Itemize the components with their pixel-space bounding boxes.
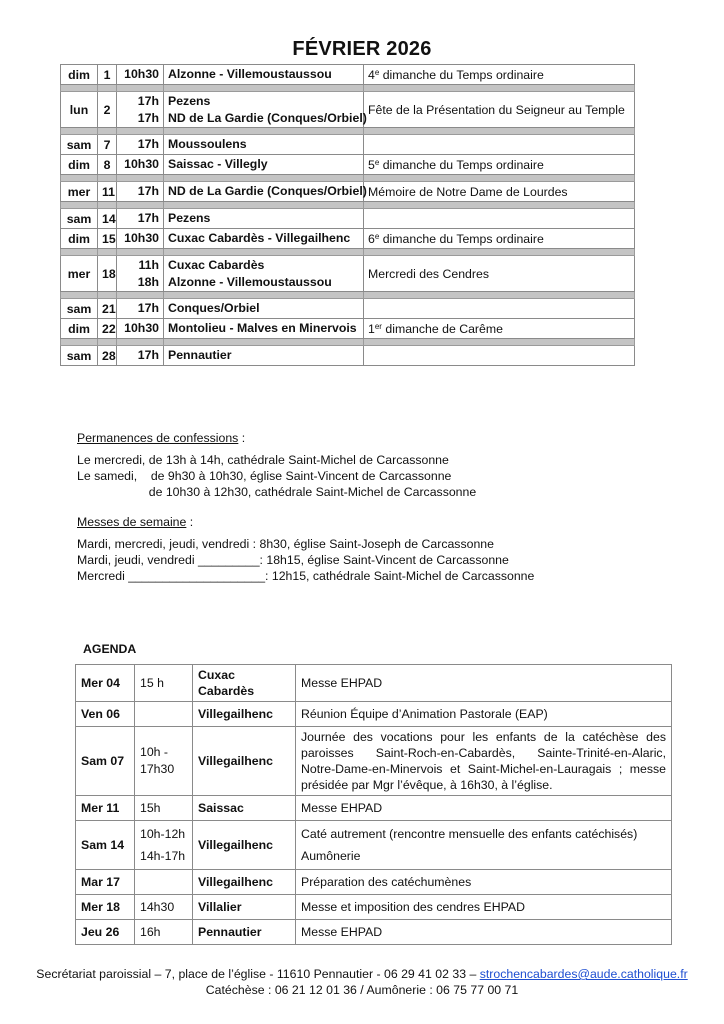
agenda-time-cell: 10h - 17h30 — [135, 727, 193, 796]
weekday-mass-line: Mardi, mercredi, jeudi, vendredi : 8h30, église Saint-Joseph de Carcassonne — [77, 537, 494, 551]
time-cell: 17h — [117, 209, 164, 229]
agenda-table — [75, 664, 672, 945]
time-cell: 17h — [117, 182, 164, 202]
footer-phones-line: Catéchèse : 06 21 12 01 36 / Aumônerie : 06 75 77 00 71 — [205, 983, 519, 997]
day-cell: dim — [61, 229, 98, 249]
agenda-date-cell: Ven 06 — [76, 702, 135, 727]
agenda-date-cell: Jeu 26 — [76, 920, 135, 945]
calendar-row — [61, 182, 635, 202]
calendar-table — [60, 64, 635, 366]
agenda-time-cell — [135, 702, 193, 727]
agenda-desc-cell: Messe EHPAD — [296, 665, 672, 702]
liturgy-cell — [364, 135, 635, 155]
agenda-time-cell — [135, 870, 193, 895]
date-cell: 7 — [98, 135, 117, 155]
agenda-row — [76, 870, 672, 895]
agenda-place-cell: Pennautier — [193, 920, 296, 945]
calendar-row — [61, 135, 635, 155]
agenda-date-cell: Sam 14 — [76, 821, 135, 870]
date-cell: 21 — [98, 299, 117, 319]
agenda-desc-cell: Messe et imposition des cendres EHPAD — [296, 895, 672, 920]
place-cell: Cuxac Cabardès Alzonne - Villemoustaussou — [164, 256, 364, 292]
place-cell: Moussoulens — [164, 135, 364, 155]
agenda-row — [76, 702, 672, 727]
place-cell: Pezens — [164, 209, 364, 229]
calendar-row — [61, 229, 635, 249]
agenda-place-cell: Villegailhenc — [193, 702, 296, 727]
place-cell: Montolieu - Malves en Minervois — [164, 319, 364, 339]
date-cell: 14 — [98, 209, 117, 229]
weekday-mass-line: Mardi, jeudi, vendredi _________: 18h15, église Saint-Vincent de Carcassonne — [77, 553, 509, 567]
agenda-row — [76, 796, 672, 821]
separator-row — [61, 202, 635, 209]
weekday-masses-heading: Messes de semaine — [77, 515, 187, 529]
agenda-place-cell: Saissac — [193, 796, 296, 821]
place-cell: Cuxac Cabardès - Villegailhenc — [164, 229, 364, 249]
time-cell: 17h — [117, 135, 164, 155]
footer-contact-line: Secrétariat paroissial – 7, place de l’église - 11610 Pennautier - 06 29 41 02 33 – strochencabardes@aude.catholique.fr — [36, 967, 688, 981]
day-cell: sam — [61, 209, 98, 229]
time-cell: 17h — [117, 346, 164, 366]
agenda-row — [76, 821, 672, 870]
date-cell: 15 — [98, 229, 117, 249]
liturgy-cell — [364, 346, 635, 366]
agenda-time-cell: 15 h — [135, 665, 193, 702]
time-cell: 11h 18h — [117, 256, 164, 292]
time-cell: 17h — [117, 299, 164, 319]
calendar-row — [61, 319, 635, 339]
calendar-row — [61, 346, 635, 366]
calendar-row — [61, 299, 635, 319]
agenda-desc-cell: Réunion Équipe d’Animation Pastorale (EAP) — [296, 702, 672, 727]
place-cell: Saissac - Villegly — [164, 155, 364, 175]
agenda-desc-cell: Messe EHPAD — [296, 920, 672, 945]
separator-row — [61, 175, 635, 182]
day-cell: dim — [61, 65, 98, 85]
date-cell: 2 — [98, 92, 117, 128]
liturgy-cell — [364, 209, 635, 229]
liturgy-cell: Mémoire de Notre Dame de Lourdes — [364, 182, 635, 202]
calendar-row — [61, 209, 635, 229]
calendar-row — [61, 155, 635, 175]
place-cell: ND de La Gardie (Conques/Orbiel) — [164, 182, 364, 202]
separator-row — [61, 339, 635, 346]
weekday-mass-line: Mercredi ____________________: 12h15, cathédrale Saint-Michel de Carcassonne — [77, 569, 535, 583]
day-cell: dim — [61, 155, 98, 175]
place-cell: Conques/Orbiel — [164, 299, 364, 319]
day-cell: mer — [61, 182, 98, 202]
day-cell: dim — [61, 319, 98, 339]
agenda-time-cell: 10h-12h 14h-17h — [135, 821, 193, 870]
liturgy-cell: Mercredi des Cendres — [364, 256, 635, 292]
time-cell: 10h30 — [117, 155, 164, 175]
footer — [0, 966, 724, 998]
time-cell: 17h 17h — [117, 92, 164, 128]
date-cell: 11 — [98, 182, 117, 202]
day-cell: sam — [61, 299, 98, 319]
agenda-desc-cell: Messe EHPAD — [296, 796, 672, 821]
date-cell: 8 — [98, 155, 117, 175]
date-cell: 22 — [98, 319, 117, 339]
day-cell: sam — [61, 135, 98, 155]
agenda-date-cell: Sam 07 — [76, 727, 135, 796]
agenda-place-cell: Villalier — [193, 895, 296, 920]
separator-row — [61, 85, 635, 92]
agenda-row — [76, 727, 672, 796]
page-title: FÉVRIER 2026 — [292, 38, 432, 60]
date-cell: 18 — [98, 256, 117, 292]
agenda-time-cell: 16h — [135, 920, 193, 945]
confession-line: de 10h30 à 12h30, cathédrale Saint-Michel de Carcassonne — [77, 485, 477, 499]
liturgy-cell: 5e dimanche du Temps ordinaire — [364, 155, 635, 175]
agenda-date-cell: Mer 18 — [76, 895, 135, 920]
time-cell: 10h30 — [117, 229, 164, 249]
place-cell: Pennautier — [164, 346, 364, 366]
agenda-row — [76, 665, 672, 702]
agenda-place-cell: Villegailhenc — [193, 821, 296, 870]
confessions-heading: Permanences de confessions — [77, 431, 239, 445]
agenda-row — [76, 920, 672, 945]
liturgy-cell — [364, 299, 635, 319]
separator-row — [61, 249, 635, 256]
calendar-row — [61, 92, 635, 128]
weekday-masses-section: Messes de semaine : Mardi, mercredi, jeudi, vendredi : 8h30, église Saint-Joseph de Carcassonne Mardi, jeudi, vendredi _________: 18h15, église Saint-Vincent de Carcassonne Mercredi ____________________: 12h15, cathédrale Saint-Michel de Carcassonne — [77, 515, 535, 583]
date-cell: 28 — [98, 346, 117, 366]
calendar-row — [61, 256, 635, 292]
day-cell: lun — [61, 92, 98, 128]
separator-row — [61, 292, 635, 299]
email-link[interactable]: strochencabardes@aude.catholique.fr — [479, 967, 688, 981]
agenda-place-cell: Villegailhenc — [193, 727, 296, 796]
place-cell: Pezens ND de La Gardie (Conques/Orbiel) — [164, 92, 364, 128]
agenda-heading: AGENDA — [83, 642, 137, 656]
day-cell: sam — [61, 346, 98, 366]
day-cell: mer — [61, 256, 98, 292]
agenda-desc-cell: Préparation des catéchumènes — [296, 870, 672, 895]
agenda-row — [76, 895, 672, 920]
confession-line: Le samedi, de 9h30 à 10h30, église Saint-Vincent de Carcassonne — [77, 469, 452, 483]
agenda-date-cell: Mer 11 — [76, 796, 135, 821]
time-cell: 10h30 — [117, 65, 164, 85]
agenda-place-cell: Villegailhenc — [193, 870, 296, 895]
confessions-section: Permanences de confessions : Le mercredi, de 13h à 14h, cathédrale Saint-Michel de Carcassonne Le samedi, de 9h30 à 10h30, église Saint-Vincent de Carcassonne de 10h30 à 12h30, cathédrale Saint-Michel de Carcassonne — [77, 431, 477, 499]
confession-line: Le mercredi, de 13h à 14h, cathédrale Saint-Michel de Carcassonne — [77, 453, 449, 467]
liturgy-cell: 1er dimanche de Carême — [364, 319, 635, 339]
date-cell: 1 — [98, 65, 117, 85]
calendar-row — [61, 65, 635, 85]
agenda-time-cell: 15h — [135, 796, 193, 821]
agenda-desc-cell: Journée des vocations pour les enfants de la catéchèse des paroisses Saint-Roch-en-Cabardès, Sainte-Trinité-en-Alaric, Notre-Dame-en-Minervois et Saint-Michel-en-Lauragais ; messe présidée par Mgr l’évêque, à 16h30, à l’église. — [296, 727, 672, 796]
liturgy-cell: Fête de la Présentation du Seigneur au Temple — [364, 92, 635, 128]
agenda-time-cell: 14h30 — [135, 895, 193, 920]
liturgy-cell: 6e dimanche du Temps ordinaire — [364, 229, 635, 249]
agenda-date-cell: Mar 17 — [76, 870, 135, 895]
agenda-desc-cell: Caté autrement (rencontre mensuelle des enfants catéchisés) Aumônerie — [296, 821, 672, 870]
agenda-place-cell: Cuxac Cabardès — [193, 665, 296, 702]
separator-row — [61, 128, 635, 135]
place-cell: Alzonne - Villemoustaussou — [164, 65, 364, 85]
time-cell: 10h30 — [117, 319, 164, 339]
liturgy-cell: 4e dimanche du Temps ordinaire — [364, 65, 635, 85]
agenda-date-cell: Mer 04 — [76, 665, 135, 702]
